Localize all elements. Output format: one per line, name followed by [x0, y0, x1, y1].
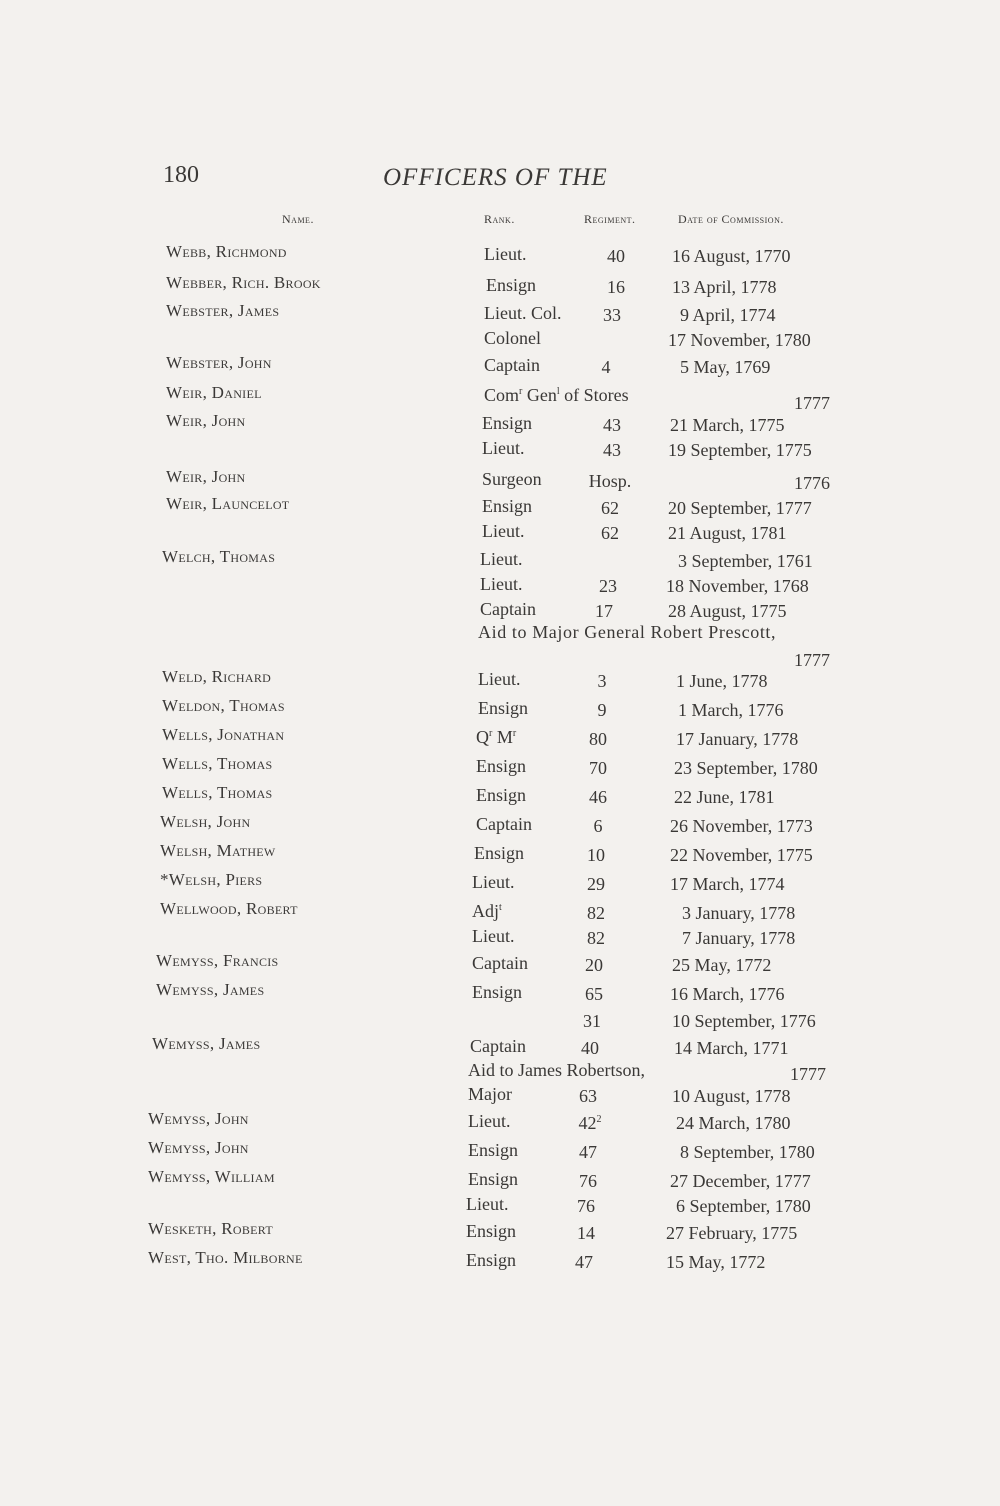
officer-regiment: 20 [585, 955, 603, 975]
officer-rank: Surgeon [482, 469, 542, 489]
column-header-rank: Rank. [484, 212, 515, 226]
commission-date: 20 September, 1777 [668, 498, 812, 518]
officer-name: Wemyss, William [148, 1167, 275, 1186]
commission-date: 26 November, 1773 [670, 816, 813, 836]
commission-date: 16 August, 1770 [672, 246, 791, 266]
commission-date: 6 September, 1780 [676, 1196, 811, 1216]
commission-date: 5 May, 1769 [680, 357, 771, 377]
commission-date: 24 March, 1780 [676, 1113, 791, 1133]
commission-date: 17 March, 1774 [670, 874, 785, 894]
commission-date: 9 April, 1774 [680, 305, 776, 325]
officer-name: *Welsh, Piers [160, 870, 263, 889]
officer-name: Welsh, Mathew [160, 841, 276, 860]
officer-regiment: 82 [587, 903, 605, 923]
officer-name: Welsh, John [160, 812, 251, 831]
officer-regiment: 62 [601, 498, 619, 518]
commission-date: 17 January, 1778 [676, 729, 799, 749]
officer-regiment: 70 [589, 758, 607, 778]
officer-name: Wemyss, James [152, 1034, 261, 1053]
officer-rank: Colonel [484, 328, 541, 348]
commission-date: 3 September, 1761 [678, 551, 813, 571]
officer-name: Weld, Richard [162, 667, 272, 686]
officer-name: Webber, Rich. Brook [166, 273, 321, 292]
officer-regiment: 31 [583, 1011, 601, 1031]
column-header-regiment: Regiment. [584, 212, 636, 226]
officer-rank: Lieut. [480, 549, 523, 569]
commission-date: 21 March, 1775 [670, 415, 785, 435]
officer-regiment: $42^2$ [578, 1113, 602, 1133]
officer-rank: Ensign [478, 698, 529, 718]
officer-rank: Captain [470, 1036, 526, 1056]
commission-date: 15 May, 1772 [666, 1252, 766, 1272]
officer-name: Weldon, Thomas [162, 696, 285, 715]
officer-name: Weir, John [166, 411, 246, 430]
officer-rank: Captain [472, 953, 528, 973]
officer-rank: Lieut. [482, 438, 525, 458]
officer-rank: Ensign [482, 496, 533, 516]
commission-date: 21 August, 1781 [668, 523, 787, 543]
commission-date: 23 September, 1780 [674, 758, 818, 778]
running-head: OFFICERS OF THE [383, 164, 608, 191]
page-number: 180 [163, 162, 199, 188]
officer-name: Wemyss, John [148, 1109, 249, 1128]
commission-date: 16 March, 1776 [670, 984, 785, 1004]
column-header-date: Date of Commission. [678, 212, 784, 226]
officer-regiment: 14 [577, 1223, 595, 1243]
officer-rank: Ensign [474, 843, 525, 863]
officer-name: Wells, Thomas [162, 783, 273, 802]
officer-rank: Lieut. [466, 1194, 509, 1214]
commission-date: 27 December, 1777 [670, 1171, 811, 1191]
officer-name: West, Tho. Milborne [148, 1248, 303, 1267]
commission-date: 8 September, 1780 [680, 1142, 815, 1162]
officer-regiment: 6 [593, 816, 603, 836]
officer-regiment: 23 [599, 576, 617, 596]
officer-regiment: 43 [603, 415, 621, 435]
officer-rank: Captain [476, 814, 532, 834]
officer-regiment: 47 [579, 1142, 597, 1162]
commission-date: 1777 [794, 393, 830, 413]
officer-rank: Aid to Major General Robert Prescott, [478, 622, 777, 642]
officer-regiment: 62 [601, 523, 619, 543]
officer-rank: Ensign [472, 982, 523, 1002]
officer-regiment: 16 [607, 277, 625, 297]
commission-date: 1 March, 1776 [678, 700, 784, 720]
commission-date: 22 June, 1781 [674, 787, 775, 807]
officer-name: Wemyss, Francis [156, 951, 279, 970]
commission-date: 3 January, 1778 [682, 903, 796, 923]
officer-rank: Ensign [476, 785, 527, 805]
officer-regiment: 76 [579, 1171, 597, 1191]
officer-rank: Lieut. [484, 244, 527, 264]
officer-regiment: 29 [587, 874, 605, 894]
officer-rank: Aid to James Robertson, [468, 1060, 645, 1080]
officer-rank: Ensign [476, 756, 527, 776]
officer-regiment: 47 [575, 1252, 593, 1272]
officer-regiment: 40 [607, 246, 625, 266]
commission-date: 10 August, 1778 [672, 1086, 791, 1106]
commission-date: 25 May, 1772 [672, 955, 772, 975]
officer-rank: Ensign [466, 1221, 517, 1241]
commission-date: 1776 [794, 473, 830, 493]
officer-name: Wellwood, Robert [160, 899, 298, 918]
officer-rank: Lieut. [480, 574, 523, 594]
officer-regiment: 76 [577, 1196, 595, 1216]
commission-date: 18 November, 1768 [666, 576, 809, 596]
commission-date: 1 June, 1778 [676, 671, 768, 691]
officer-regiment: 43 [603, 440, 621, 460]
officer-rank: Com$^r$ Gen$^l$ of Stores [484, 385, 629, 405]
commission-date: 10 September, 1776 [672, 1011, 816, 1031]
officer-name: Webster, James [166, 301, 280, 320]
officer-rank: Lieut. [482, 521, 525, 541]
officer-rank: Ensign [486, 275, 537, 295]
officer-regiment: 80 [589, 729, 607, 749]
officer-name: Webb, Richmond [166, 242, 287, 261]
officer-rank: Ensign [466, 1250, 517, 1270]
officer-regiment: 40 [581, 1038, 599, 1058]
officer-regiment: 3 [597, 671, 607, 691]
officer-regiment: 65 [585, 984, 603, 1004]
officer-rank: Lieut. [472, 926, 515, 946]
officer-name: Wells, Jonathan [162, 725, 285, 744]
commission-date: 14 March, 1771 [674, 1038, 789, 1058]
officer-rank: Captain [480, 599, 536, 619]
commission-date: 27 February, 1775 [666, 1223, 798, 1243]
officer-rank: Ensign [468, 1169, 519, 1189]
commission-date: 28 August, 1775 [668, 601, 787, 621]
officer-name: Welch, Thomas [162, 547, 276, 566]
officer-regiment: 10 [587, 845, 605, 865]
officer-regiment: 82 [587, 928, 605, 948]
officer-name: Webster, John [166, 353, 272, 372]
officer-name: Weir, Daniel [166, 383, 262, 402]
officer-rank: Lieut. [472, 872, 515, 892]
officer-regiment: 46 [589, 787, 607, 807]
officer-rank: Ensign [468, 1140, 519, 1160]
officer-regiment: Hosp. [588, 471, 632, 491]
commission-date: 1777 [794, 650, 830, 670]
commission-date: 1777 [790, 1064, 826, 1084]
column-header-name: Name. [282, 212, 314, 226]
officer-name: Weir, Launcelot [166, 494, 290, 513]
commission-date: 17 November, 1780 [668, 330, 811, 350]
officer-rank: Major [468, 1084, 512, 1104]
officer-name: Wemyss, James [156, 980, 265, 999]
officer-regiment: 4 [601, 357, 611, 377]
officer-rank: Adj$^t$ [472, 901, 502, 921]
officer-rank: Captain [484, 355, 540, 375]
officer-regiment: 9 [597, 700, 607, 720]
officer-name: Wesketh, Robert [148, 1219, 273, 1238]
officer-rank: $Q^r$ $M^r$ [476, 727, 517, 747]
commission-date: 22 November, 1775 [670, 845, 813, 865]
officer-rank: Lieut. Col. [484, 303, 562, 323]
commission-date: 7 January, 1778 [682, 928, 796, 948]
officer-name: Wells, Thomas [162, 754, 273, 773]
officer-rank: Lieut. [468, 1111, 511, 1131]
officer-regiment: 63 [579, 1086, 597, 1106]
commission-date: 19 September, 1775 [668, 440, 812, 460]
commission-date: 13 April, 1778 [672, 277, 777, 297]
officer-rank: Ensign [482, 413, 533, 433]
officer-regiment: 33 [603, 305, 621, 325]
officer-name: Weir, John [166, 467, 246, 486]
officer-name: Wemyss, John [148, 1138, 249, 1157]
officer-rank: Lieut. [478, 669, 521, 689]
officer-regiment: 17 [595, 601, 613, 621]
